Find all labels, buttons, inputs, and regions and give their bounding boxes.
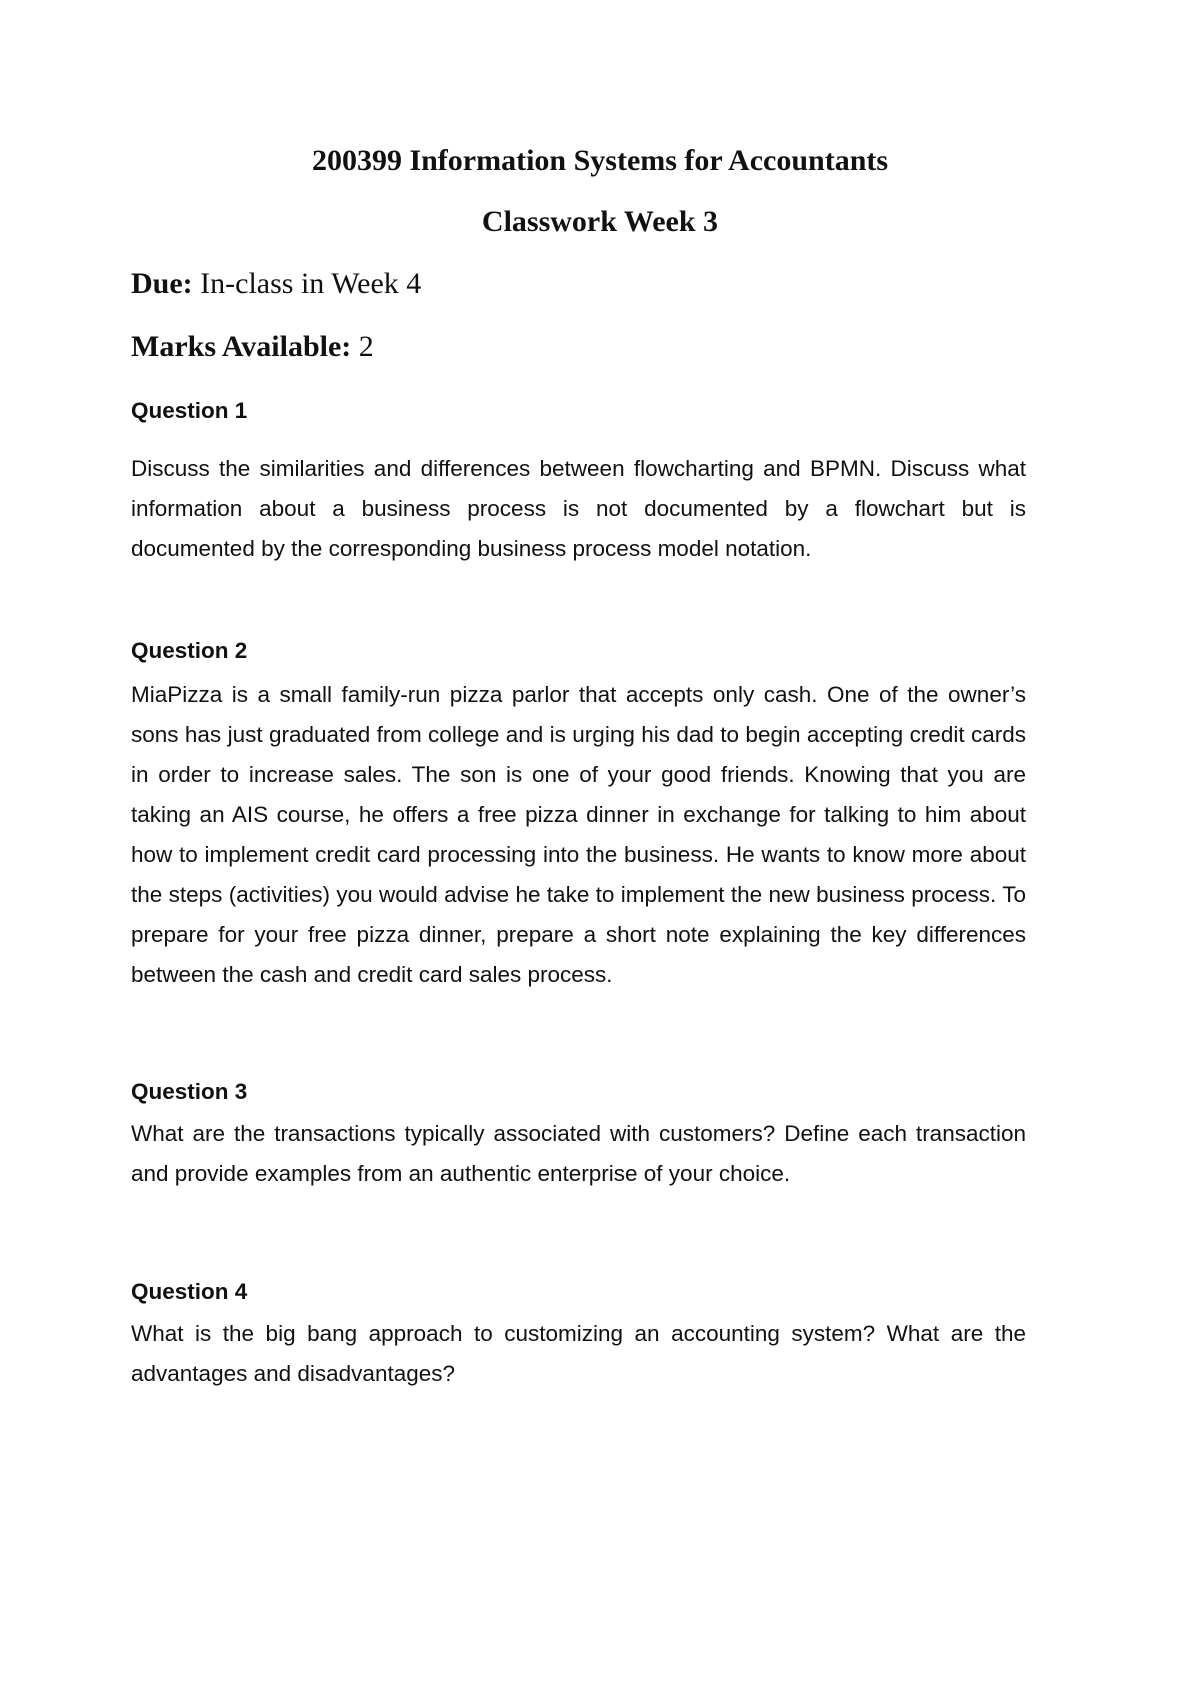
due-label: Due: — [131, 267, 193, 300]
marks-line — [131, 329, 374, 365]
marks-value: 2 — [358, 330, 374, 363]
question-3-heading: Question 3 — [131, 1079, 248, 1104]
document-title: 200399 Information Systems for Accountants — [311, 144, 889, 177]
due-value: In-class in Week 4 — [200, 267, 422, 300]
question-4-heading: Question 4 — [131, 1279, 248, 1304]
question-2-text: MiaPizza is a small family-run pizza parlor that accepts only cash. One of the owner’s sons has just graduated from college and is urging his dad to begin accepting credit cards in order to increase sales. The son is one of your good friends. Knowing that you are taking an AIS course, he offers a free pizza dinner in exchange for talking to him about how to implement credit card processing into the business. He wants to know more about the steps (activities) you would advise he take to implement the new business process. To prepare for your free pizza dinner, prepare a short note explaining the key differences between the cash and credit card sales process. — [131, 682, 1026, 987]
due-line — [131, 266, 421, 302]
question-1-text: Discuss the similarities and differences between flowcharting and BPMN. Discuss what information about a business process is not documented by a flowchart but is documented by the corresponding business process model notation. — [131, 456, 1026, 561]
marks-label: Marks Available: — [131, 330, 352, 363]
document-subtitle: Classwork Week 3 — [481, 205, 719, 238]
question-4-text: What is the big bang approach to customizing an accounting system? What are the advantages and disadvantages? — [131, 1321, 1026, 1386]
question-2-heading: Question 2 — [131, 638, 248, 663]
question-1-heading: Question 1 — [131, 398, 248, 423]
question-3-text: What are the transactions typically associated with customers? Define each transaction and provide examples from an authentic enterprise of your choice. — [131, 1121, 1026, 1186]
